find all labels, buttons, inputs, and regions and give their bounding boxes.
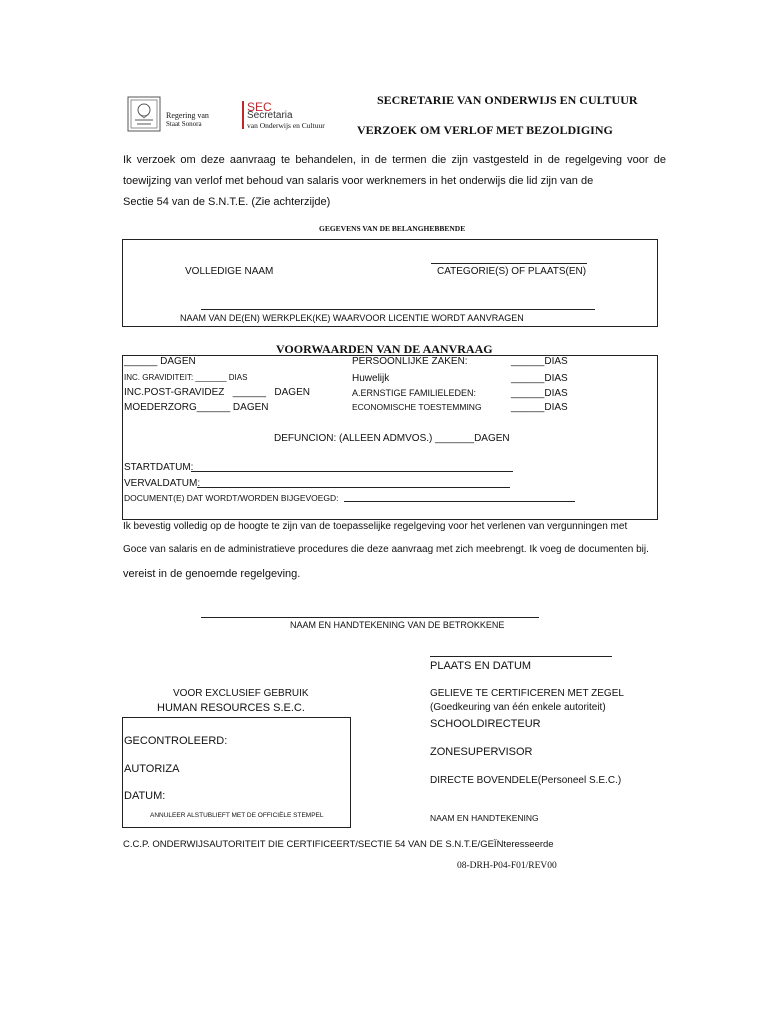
confirm-line-2: Goce van salaris en de administratieve procedures die deze aanvraag met zich meebrengt. Ik voeg de documenten bij. xyxy=(123,544,649,555)
intro-line-1: Ik verzoek om deze aanvraag te behandelen, in de termen die zijn vastgesteld in de regelgeving voor de xyxy=(123,154,666,166)
personal-dias: ______DIAS xyxy=(511,356,568,367)
exclusive-use-label: VOOR EXCLUSIEF GEBRUIK xyxy=(173,688,309,699)
personal-label: PERSOONLIJKE ZAKEN: xyxy=(352,356,468,367)
stamp-note: ANNULEER ALSTUBLIEFT MET DE OFFICIËLE STEMPEL xyxy=(150,812,324,819)
gov-logo-line2: Staat Sonora xyxy=(166,120,202,128)
place-date-line xyxy=(430,656,612,657)
post-pregnancy-line: INC.POST-GRAVIDEZ ______ DAGEN xyxy=(124,387,310,398)
documents-label: DOCUMENT(E) DAT WORDT/WORDEN BIJGEVOEGD: xyxy=(124,493,339,503)
sec-logo-bar xyxy=(242,101,244,129)
applicant-heading: GEGEVENS VAN DE BELANGHEBBENDE xyxy=(319,224,466,233)
certify-option-direct: DIRECTE BOVENDELE(Personeel S.E.C.) xyxy=(430,775,622,786)
confirm-line-3: vereist in de genoemde regelgeving. xyxy=(123,568,301,580)
certify-option-school: SCHOOLDIRECTEUR xyxy=(430,718,541,730)
certify-heading: GELIEVE TE CERTIFICEREN MET ZEGEL xyxy=(430,688,624,699)
sec-logo-line2: van Onderwijs en Cultuur xyxy=(247,121,325,130)
certify-name-signature: NAAM EN HANDTEKENING xyxy=(430,813,539,823)
category-line xyxy=(431,263,587,264)
family-dias: ______DIAS xyxy=(511,388,568,399)
applicant-signature-line xyxy=(201,617,539,618)
intro-line-2: toewijzing van verlof met behoud van salaris voor werknemers in het onderwijs die lid zijn van de xyxy=(123,175,594,187)
end-date-line xyxy=(197,487,510,488)
sec-logo-line1: Secretaria xyxy=(247,110,293,121)
marriage-dias: ______DIAS xyxy=(511,373,568,384)
form-title: VERZOEK OM VERLOF MET BEZOLDIGING xyxy=(357,123,613,137)
death-line: DEFUNCION: (ALLEEN ADMVOS.) _______DAGEN xyxy=(274,433,510,444)
certify-note: (Goedkeuring van één enkele autoriteit) xyxy=(430,702,606,713)
intro-line-3: Sectie 54 van de S.N.T.E. (Zie achterzijde) xyxy=(123,196,331,208)
hr-department: HUMAN RESOURCES S.E.C. xyxy=(157,702,305,714)
place-date-label: PLAATS EN DATUM xyxy=(430,660,532,672)
conditions-heading: VOORWAARDEN VAN DE AANVRAAG xyxy=(276,342,493,356)
start-date-label: STARTDATUM: xyxy=(124,462,194,473)
workplace-label: NAAM VAN DE(EN) WERKPLEK(KE) WAARVOOR LICENTIE WORDT AANVRAGEN xyxy=(180,313,524,323)
pregnancy-line: INC. GRAVIDITEIT: _______ DIAS xyxy=(124,373,248,382)
start-date-line xyxy=(191,471,513,472)
confirm-line-1: Ik bevestig volledig op de hoogte te zijn van de toepasselijke regelgeving voor het verlenen van vergunningen met xyxy=(123,521,628,532)
checked-label: GECONTROLEERD: xyxy=(124,735,228,747)
date-label: DATUM: xyxy=(124,790,166,802)
certify-option-zone: ZONESUPERVISOR xyxy=(430,746,533,758)
documents-line xyxy=(344,501,575,502)
ccp-line: C.C.P. ONDERWIJSAUTORITEIT DIE CERTIFICEERT/SECTIE 54 VAN DE S.N.T.E/GEÏNteresseerde xyxy=(123,839,554,850)
economic-label: ECONOMISCHE TOESTEMMING xyxy=(352,402,482,412)
maternity-line: MOEDERZORG______ DAGEN xyxy=(124,402,269,413)
family-label: A.ERNSTIGE FAMILIELEDEN: xyxy=(352,388,477,398)
org-title: SECRETARIE VAN ONDERWIJS EN CULTUUR xyxy=(377,93,638,107)
marriage-label: Huwelijk xyxy=(352,373,390,384)
days-line: ______ DAGEN xyxy=(124,356,196,367)
authorize-label: AUTORIZA xyxy=(124,763,180,775)
economic-dias: ______DIAS xyxy=(511,402,568,413)
end-date-label: VERVALDATUM: xyxy=(124,478,201,489)
gov-logo-line1: Regering van xyxy=(166,111,209,120)
form-code: 08-DRH-P04-F01/REV00 xyxy=(457,861,557,871)
applicant-signature-label: NAAM EN HANDTEKENING VAN DE BETROKKENE xyxy=(290,620,505,630)
state-seal-icon xyxy=(127,96,161,132)
category-label: CATEGORIE(S) OF PLAATS(EN) xyxy=(437,266,587,277)
sec-logo-abbr: SEC xyxy=(247,100,272,114)
full-name-label: VOLLEDIGE NAAM xyxy=(185,266,274,277)
workplace-line xyxy=(201,309,595,310)
